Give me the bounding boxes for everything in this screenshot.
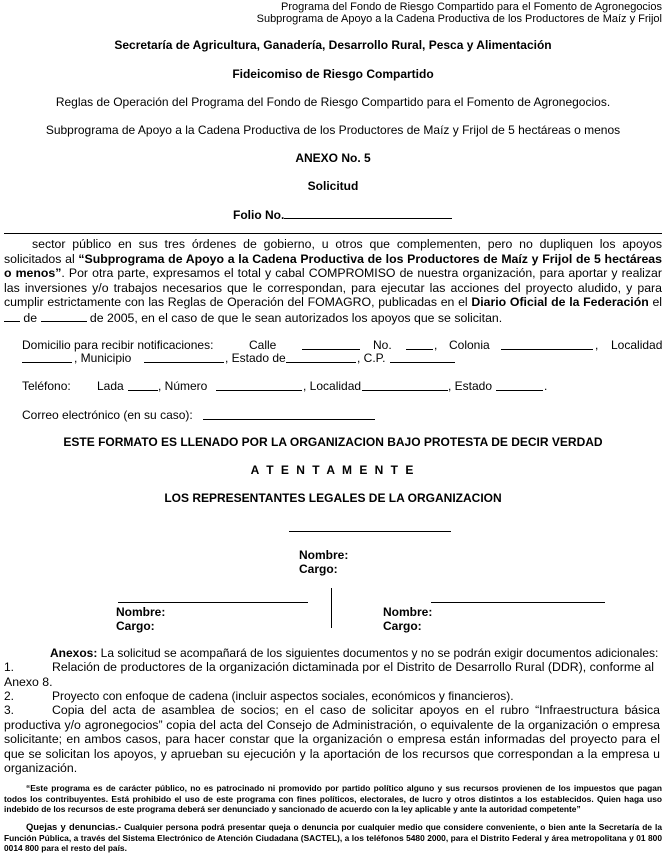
cp-blank[interactable] xyxy=(390,351,455,363)
municipio-label: , Municipio xyxy=(74,351,132,365)
no-blank[interactable] xyxy=(406,338,433,350)
estado-blank[interactable] xyxy=(286,351,356,363)
calle-blank[interactable] xyxy=(302,338,360,350)
day-blank[interactable] xyxy=(4,310,20,322)
signature-1-nombre: Nombre: xyxy=(299,548,349,562)
quejas-text: Cualquier persona podrá presentar queja o denuncia por cualquier medio que considere conveniente, o bien ante la Secretaría de la Función Pública, a través del Sistema Electrónico de Atención Ciudadana (SACTEL), a los teléfonos 5480 2000, para el Distrito Federal y área metropolitana y 01 800 0014 800 para el resto del país. xyxy=(4,822,662,854)
calle-label: Calle xyxy=(249,338,277,352)
paragraph-text-2: . Por otra parte, expresamos el total y cabal COMPROMISO de nuestra organización, para aportar y realizar las inversiones y/o trabajos necesarios que le correspondan, para ejecutar las acciones del proyecto aludido, y para cumplir estrictamente con las Reglas de Operación del FOMAGRO, publicadas en el xyxy=(4,266,662,310)
signature-2-cargo: Cargo: xyxy=(116,619,155,633)
commitment-paragraph xyxy=(4,237,662,326)
paragraph-text-3: el xyxy=(648,295,663,310)
telefono-label: Teléfono: xyxy=(22,379,71,393)
atentamente: A T E N T A M E N T E xyxy=(250,463,416,477)
title-fideicomiso: Fideicomiso de Riesgo Compartido xyxy=(232,67,434,81)
signature-2-nombre: Nombre: xyxy=(116,605,166,619)
anexo-1-text: Relación de productores de la organización dictaminada por el Distrito de Desarrollo Rural (DDR), conforme al Anexo 8. xyxy=(4,660,654,689)
paragraph-dof: Diario Oficial de la Federación xyxy=(471,295,649,310)
estado-label: , Estado de xyxy=(225,351,286,365)
tel-localidad-label: , Localidad xyxy=(303,379,362,393)
colonia-label: Colonia xyxy=(449,338,490,352)
title-reglas: Reglas de Operación del Programa del Fondo de Riesgo Compartido para el Fomento de Agronegocios. xyxy=(55,95,611,109)
tel-localidad-blank[interactable] xyxy=(362,379,448,391)
protesta-statement: ESTE FORMATO ES LLENADO POR LA ORGANIZACION BAJO PROTESTA DE DECIR VERDAD xyxy=(63,435,603,449)
anexos-intro xyxy=(50,646,658,660)
signature-3-nombre: Nombre: xyxy=(383,605,433,619)
separator-line xyxy=(4,233,662,234)
domicilio-label: Domicilio para recibir notificaciones: xyxy=(22,338,214,352)
no-comma: , xyxy=(434,338,438,352)
anexo-3-number: 3. xyxy=(4,703,15,717)
title-solicitud: Solicitud xyxy=(307,179,359,193)
anexo-3-text: Copia del acta de asamblea de socios; en el caso de solicitar apoyos en el rubro “Infraestructura básica productiva y/o agronegocios” copia del acta del Consejo de Administración, o equivalente de la organización o empresa solicitante; en ambos casos, para hacer constar que la organización o empresa están informadas del proyecto para el que se solicitan los apoyos, y aprueban su ejecución y la aportación de los recursos que correspondan a la empresa u organización. xyxy=(4,703,660,776)
lada-label: Lada xyxy=(97,379,124,393)
paragraph-subprogram-name: “Subprograma de Apoyo a la Cadena Productiva de los Productores de Maíz y Frijol de 5 hectáreas o menos” xyxy=(4,251,662,281)
localidad-blank[interactable] xyxy=(22,351,72,363)
signature-line-1[interactable] xyxy=(289,531,451,532)
correo-blank[interactable] xyxy=(203,408,375,420)
folio-blank[interactable] xyxy=(284,207,452,219)
tel-end: . xyxy=(544,379,548,393)
signature-line-3[interactable] xyxy=(431,602,605,603)
signature-line-2[interactable] xyxy=(118,602,308,603)
numero-label: , Número xyxy=(158,379,208,393)
anexo-2-text: Proyecto con enfoque de cadena (incluir aspectos sociales, económicos y financieros). xyxy=(52,689,514,703)
lada-blank[interactable] xyxy=(128,379,158,391)
cp-label: , C.P. xyxy=(357,351,386,365)
title-secretaria: Secretaría de Agricultura, Ganadería, Desarrollo Rural, Pesca y Alimentación xyxy=(114,38,552,52)
colonia-comma: , xyxy=(595,338,599,352)
colonia-blank[interactable] xyxy=(501,338,593,350)
signature-3-cargo: Cargo: xyxy=(383,619,422,633)
tel-estado-blank[interactable] xyxy=(496,379,543,391)
folio-label: Folio No. xyxy=(233,208,285,222)
signature-1-cargo: Cargo: xyxy=(299,562,338,576)
signature-divider xyxy=(331,588,332,628)
legal-legend: “Este programa es de carácter público, no es patrocinado ni promovido por partido político alguno y sus recursos provienen de los impuestos que pagan todos los contribuyentes. Está prohibido el uso de este programa con fines políticos, electorales, de lucro y otros distintos a los establecidos. Quien haga uso indebido de los recursos de este programa deberá ser denunciado y sancionado de acuerdo con la ley aplicable y ante la autoridad competente” xyxy=(4,783,662,815)
quejas-label: Quejas y denuncias.- xyxy=(26,821,122,832)
running-header-program: Programa del Fondo de Riesgo Compartido para el Fomento de Agronegocios xyxy=(281,1,662,13)
anexo-2-number: 2. xyxy=(4,689,15,703)
anexos-intro-text: La solicitud se acompañará de los siguientes documentos y no se podrán exigir documentos adicionales: xyxy=(97,646,659,660)
anexos-label: Anexos: xyxy=(50,646,98,660)
municipio-blank[interactable] xyxy=(144,351,224,363)
quejas-paragraph xyxy=(4,822,662,854)
paragraph-text-1: sector público en sus tres órdenes de gobierno, u otros que complementen, pero no dupliquen los apoyos solicitados al xyxy=(4,237,662,266)
month-blank[interactable] xyxy=(41,310,87,322)
tel-estado-label: , Estado xyxy=(448,379,493,393)
anexo-1-number: 1. xyxy=(4,660,15,674)
representantes-title: LOS REPRESENTANTES LEGALES DE LA ORGANIZACION xyxy=(164,491,502,505)
localidad-label: Localidad xyxy=(611,338,663,352)
no-label: No. xyxy=(373,338,392,352)
correo-label: Correo electrónico (en su caso): xyxy=(22,408,193,422)
folio-field[interactable] xyxy=(233,207,452,222)
paragraph-text-5: de 2005, en el caso de que le sean autorizados los apoyos que se solicitan. xyxy=(86,310,503,325)
paragraph-text-4: de xyxy=(20,310,41,325)
numero-blank[interactable] xyxy=(216,379,302,391)
title-subprograma: Subprograma de Apoyo a la Cadena Productiva de los Productores de Maíz y Frijol de 5 hectáreas o menos xyxy=(45,123,621,137)
running-header-subprogram: Subprograma de Apoyo a la Cadena Productiva de los Productores de Maíz y Frijol xyxy=(256,13,662,25)
title-anexo: ANEXO No. 5 xyxy=(295,151,371,165)
